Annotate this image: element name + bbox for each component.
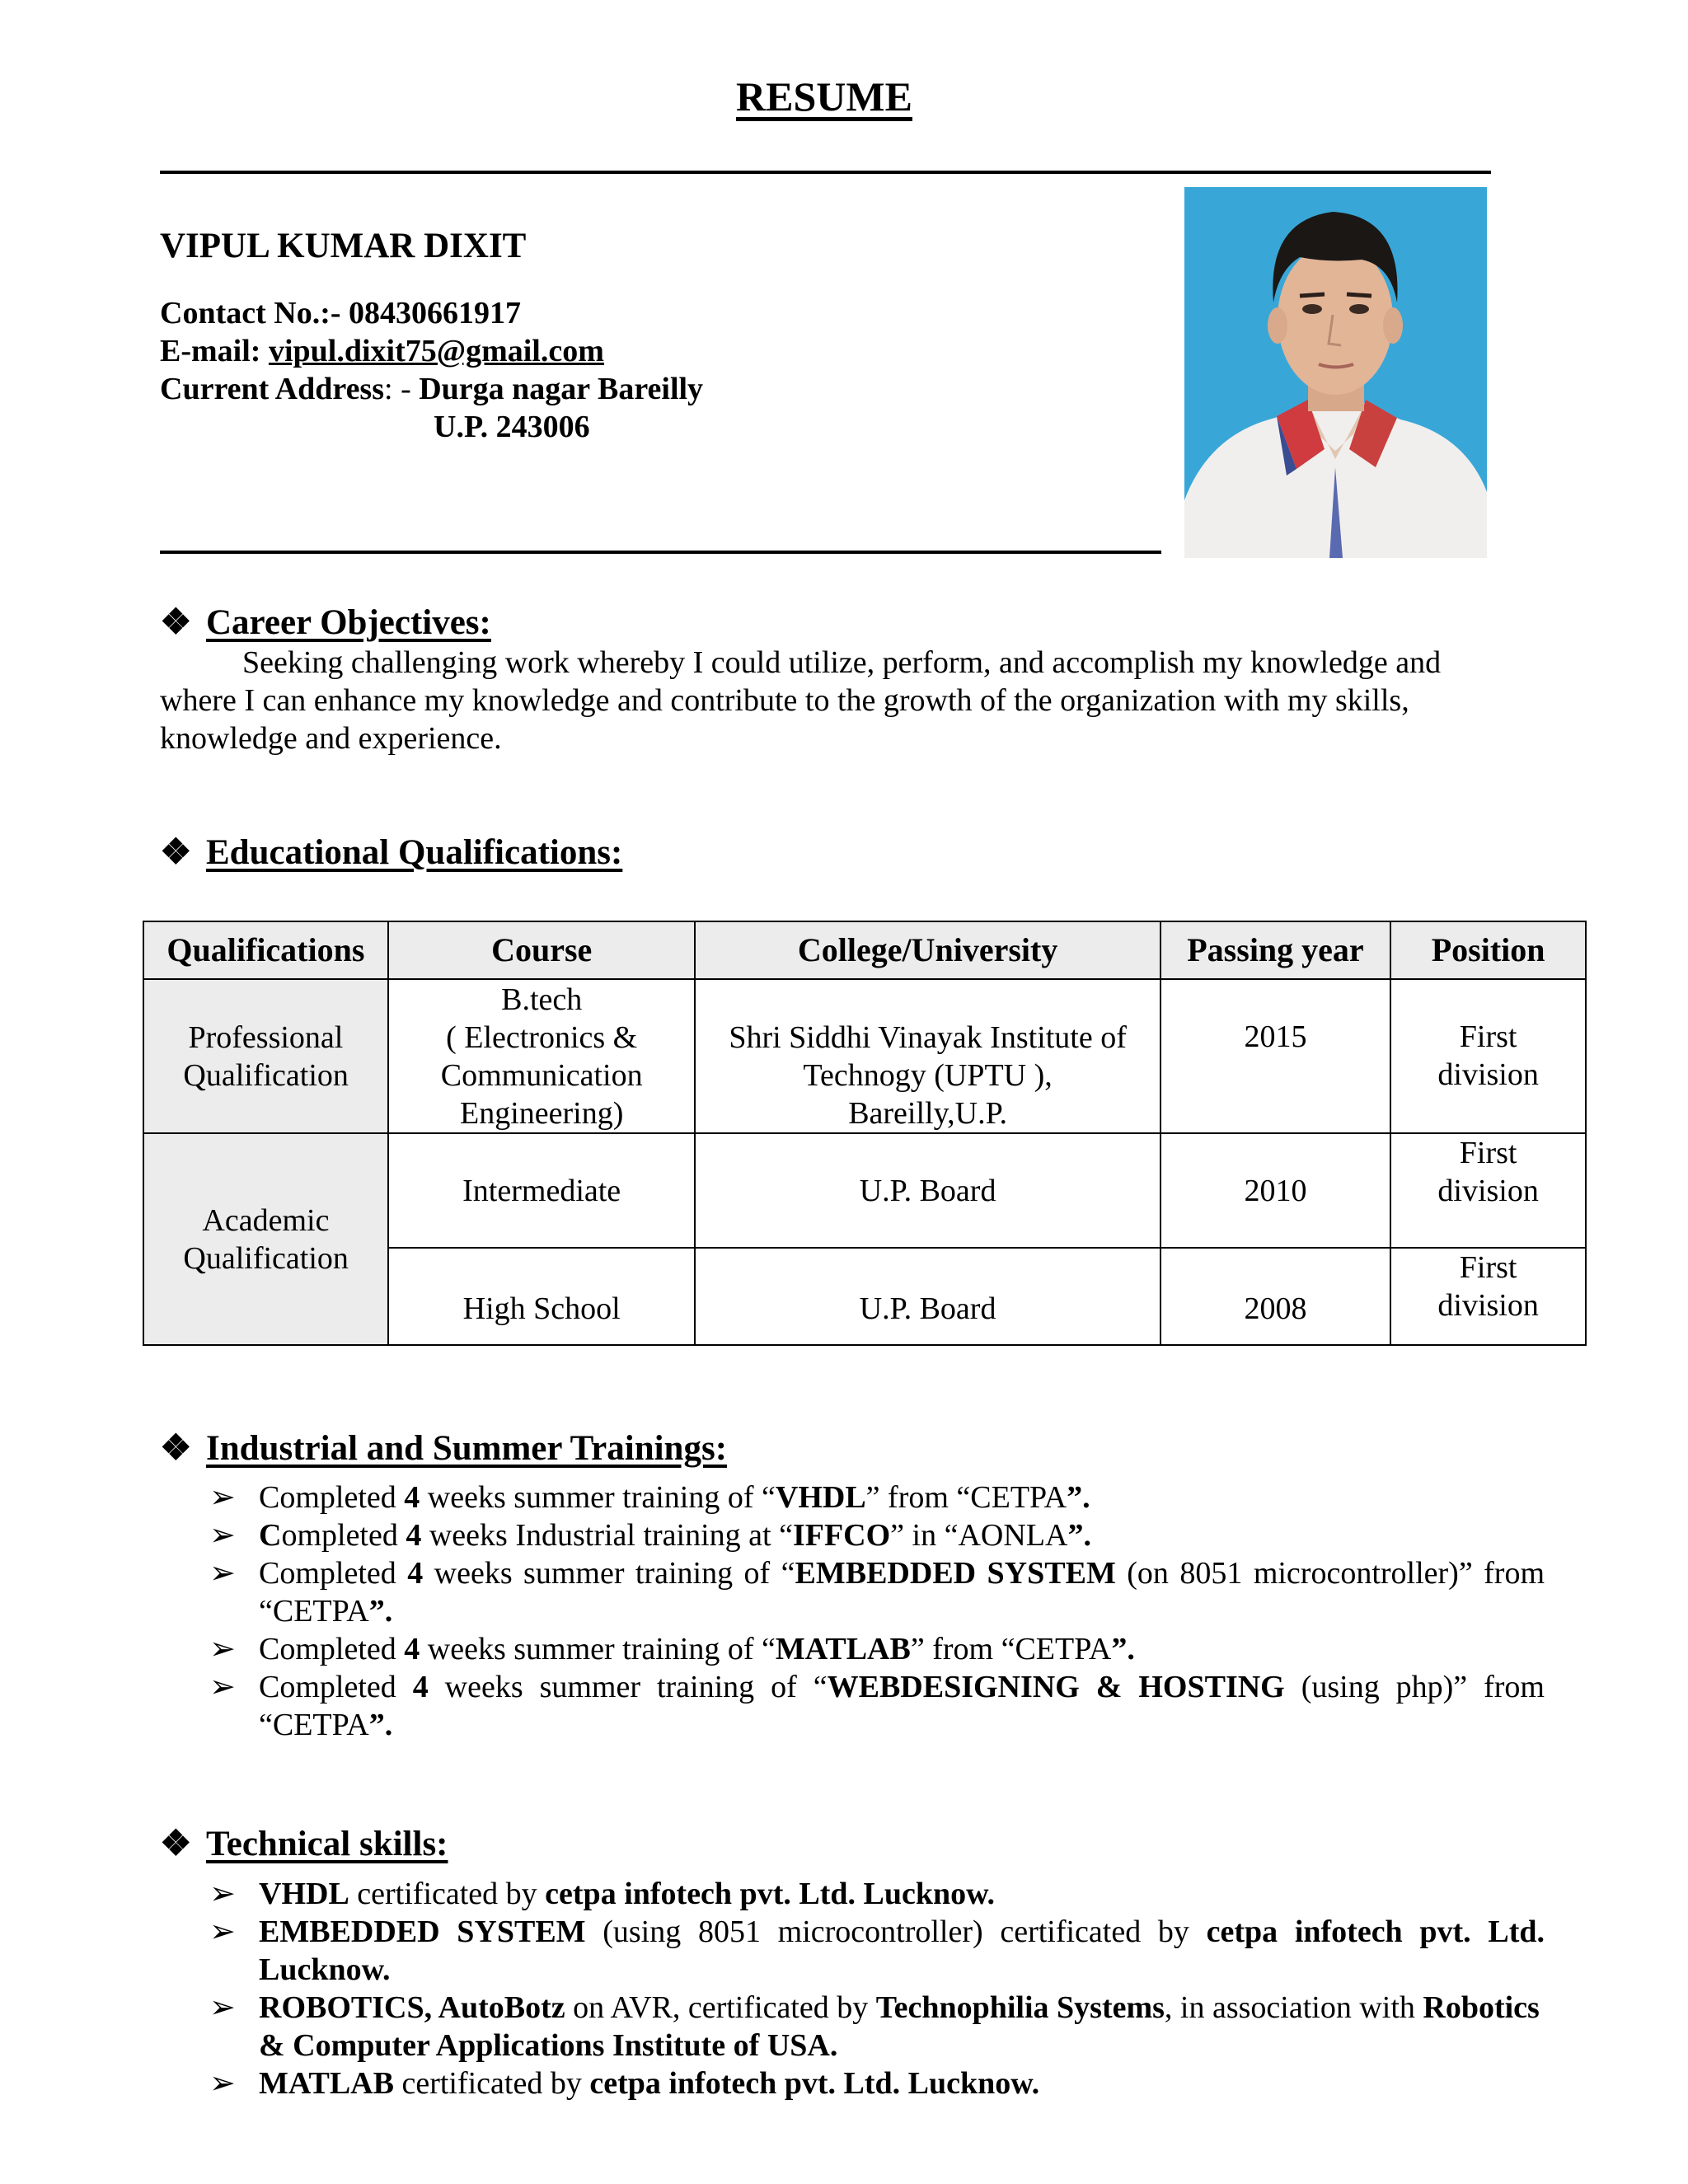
top-divider	[160, 171, 1491, 174]
course-line: B.tech	[501, 982, 583, 1017]
arrow-bullet-icon: ➢	[209, 1990, 236, 2025]
position-cell	[1390, 1133, 1586, 1248]
course-cell: Intermediate	[388, 1133, 696, 1248]
address-label: Current Address	[160, 372, 385, 406]
diamond-bullet-icon: ❖	[160, 833, 192, 872]
table-header-row	[143, 921, 1586, 979]
table-row	[143, 1133, 1586, 1248]
email-link[interactable]: vipul.dixit75@gmail.com	[268, 334, 604, 368]
phone-number: 08430661917	[349, 296, 522, 330]
position-line: First	[1459, 1019, 1517, 1054]
position-cell	[1390, 979, 1586, 1133]
college-cell: U.P. Board	[695, 1133, 1160, 1248]
qualification-text: Professional Qualification	[183, 1019, 349, 1093]
address-separator: : -	[384, 372, 420, 406]
course-line: Engineering)	[459, 1095, 624, 1131]
career-heading-text: Career Objectives:	[206, 603, 491, 642]
college-line: Bareilly,U.P.	[848, 1096, 1007, 1131]
position-line: division	[1437, 1057, 1539, 1092]
trainings-heading-text: Industrial and Summer Trainings:	[206, 1429, 728, 1468]
qualification-cell	[143, 1133, 388, 1345]
year-cell: 2008	[1160, 1248, 1391, 1345]
address-line2: U.P. 243006	[434, 410, 590, 444]
candidate-name: VIPUL KUMAR DIXIT	[160, 227, 527, 265]
trainings-heading	[160, 1427, 727, 1469]
career-text-first: Seeking challenging work whereby I could utilize, perform, and accomplish my knowledge	[242, 645, 1388, 680]
arrow-bullet-icon: ➢	[209, 1670, 236, 1704]
position-line: division	[1437, 1174, 1539, 1208]
position-line: division	[1437, 1288, 1539, 1323]
skills-heading-text: Technical skills:	[206, 1825, 448, 1863]
arrow-bullet-icon: ➢	[209, 1556, 236, 1591]
position-cell	[1390, 1248, 1586, 1345]
email-label: E-mail:	[160, 334, 269, 368]
list-item: ➢ Completed 4 weeks Industrial training at “IFFCO” in “AONLA”.	[209, 1518, 1091, 1553]
course-cell	[388, 979, 696, 1133]
qualification-text: Academic Qualification	[183, 1202, 349, 1276]
education-table	[143, 921, 1587, 1346]
column-header: College/University	[695, 921, 1160, 979]
year-cell: 2010	[1160, 1133, 1391, 1248]
diamond-bullet-icon: ❖	[160, 603, 192, 642]
arrow-bullet-icon: ➢	[209, 1632, 236, 1666]
arrow-bullet-icon: ➢	[209, 1480, 236, 1515]
column-header: Qualifications	[143, 921, 388, 979]
trainings-list	[209, 1479, 1545, 1744]
diamond-bullet-icon: ❖	[160, 1825, 192, 1863]
position-line: First	[1459, 1250, 1517, 1285]
technical-skills-heading	[160, 1823, 448, 1864]
college-line: Shri Siddhi Vinayak Institute of	[729, 1020, 1127, 1055]
list-item: ➢ Completed 4 weeks summer training of “MATLAB” from “CETPA”.	[209, 1632, 1135, 1666]
contact-address-line	[160, 370, 703, 408]
course-line: ( Electronics &	[446, 1019, 638, 1055]
list-item: ➢ Completed 4 weeks summer training of “WEBDESIGNING & HOSTING (using php)” from “CETPA”.	[209, 1670, 1545, 1742]
qualification-cell	[143, 979, 388, 1133]
diamond-bullet-icon: ❖	[160, 1429, 192, 1468]
skills-list	[209, 1875, 1545, 2102]
address-line1: Durga nagar Bareilly	[419, 372, 704, 406]
career-objectives-text	[160, 644, 1479, 757]
college-cell	[695, 979, 1160, 1133]
career-text-rest: and where I can enhance my knowledge and contribute to the growth of the organization with my skills, knowledge and experience.	[160, 645, 1442, 756]
column-header: Passing year	[1160, 921, 1391, 979]
position-line: First	[1459, 1136, 1517, 1170]
course-cell: High School	[388, 1248, 696, 1345]
education-heading-text: Educational Qualifications:	[206, 833, 623, 872]
header-divider	[160, 551, 1161, 554]
career-objectives-heading	[160, 602, 491, 643]
college-cell: U.P. Board	[695, 1248, 1160, 1345]
arrow-bullet-icon: ➢	[209, 1518, 236, 1553]
list-item: ➢ VHDL certificated by cetpa infotech pvt. Ltd. Lucknow.	[209, 1877, 995, 1911]
list-item: ➢ ROBOTICS, AutoBotz on AVR, certificated by Technophilia Systems, in association with Robotics & Computer Applications Institute of USA.	[209, 1990, 1540, 2063]
course-line: Communication	[440, 1057, 643, 1093]
table-row	[143, 979, 1586, 1133]
profile-photo	[1184, 187, 1487, 558]
year-cell: 2015	[1160, 979, 1391, 1133]
arrow-bullet-icon: ➢	[209, 1915, 236, 1949]
list-item: ➢ MATLAB certificated by cetpa infotech pvt. Ltd. Lucknow.	[209, 2066, 1040, 2101]
phone-label: Contact No.:-	[160, 296, 349, 330]
list-item: ➢ Completed 4 weeks summer training of “VHDL” from “CETPA”.	[209, 1480, 1090, 1515]
college-line: Technogy (UPTU ),	[803, 1058, 1053, 1093]
resume-title: RESUME	[736, 73, 912, 120]
column-header: Position	[1390, 921, 1586, 979]
list-item: ➢ EMBEDDED SYSTEM (using 8051 microcontroller) certificated by cetpa infotech pvt. Ltd. Lucknow.	[209, 1915, 1545, 1987]
contact-email-line	[160, 332, 604, 370]
contact-phone-line	[160, 294, 521, 332]
column-header: Course	[388, 921, 696, 979]
arrow-bullet-icon: ➢	[209, 1877, 236, 1911]
arrow-bullet-icon: ➢	[209, 2066, 236, 2101]
list-item: ➢ Completed 4 weeks summer training of “EMBEDDED SYSTEM (on 8051 microcontroller)” from “CETPA”.	[209, 1556, 1545, 1629]
education-heading	[160, 832, 622, 873]
